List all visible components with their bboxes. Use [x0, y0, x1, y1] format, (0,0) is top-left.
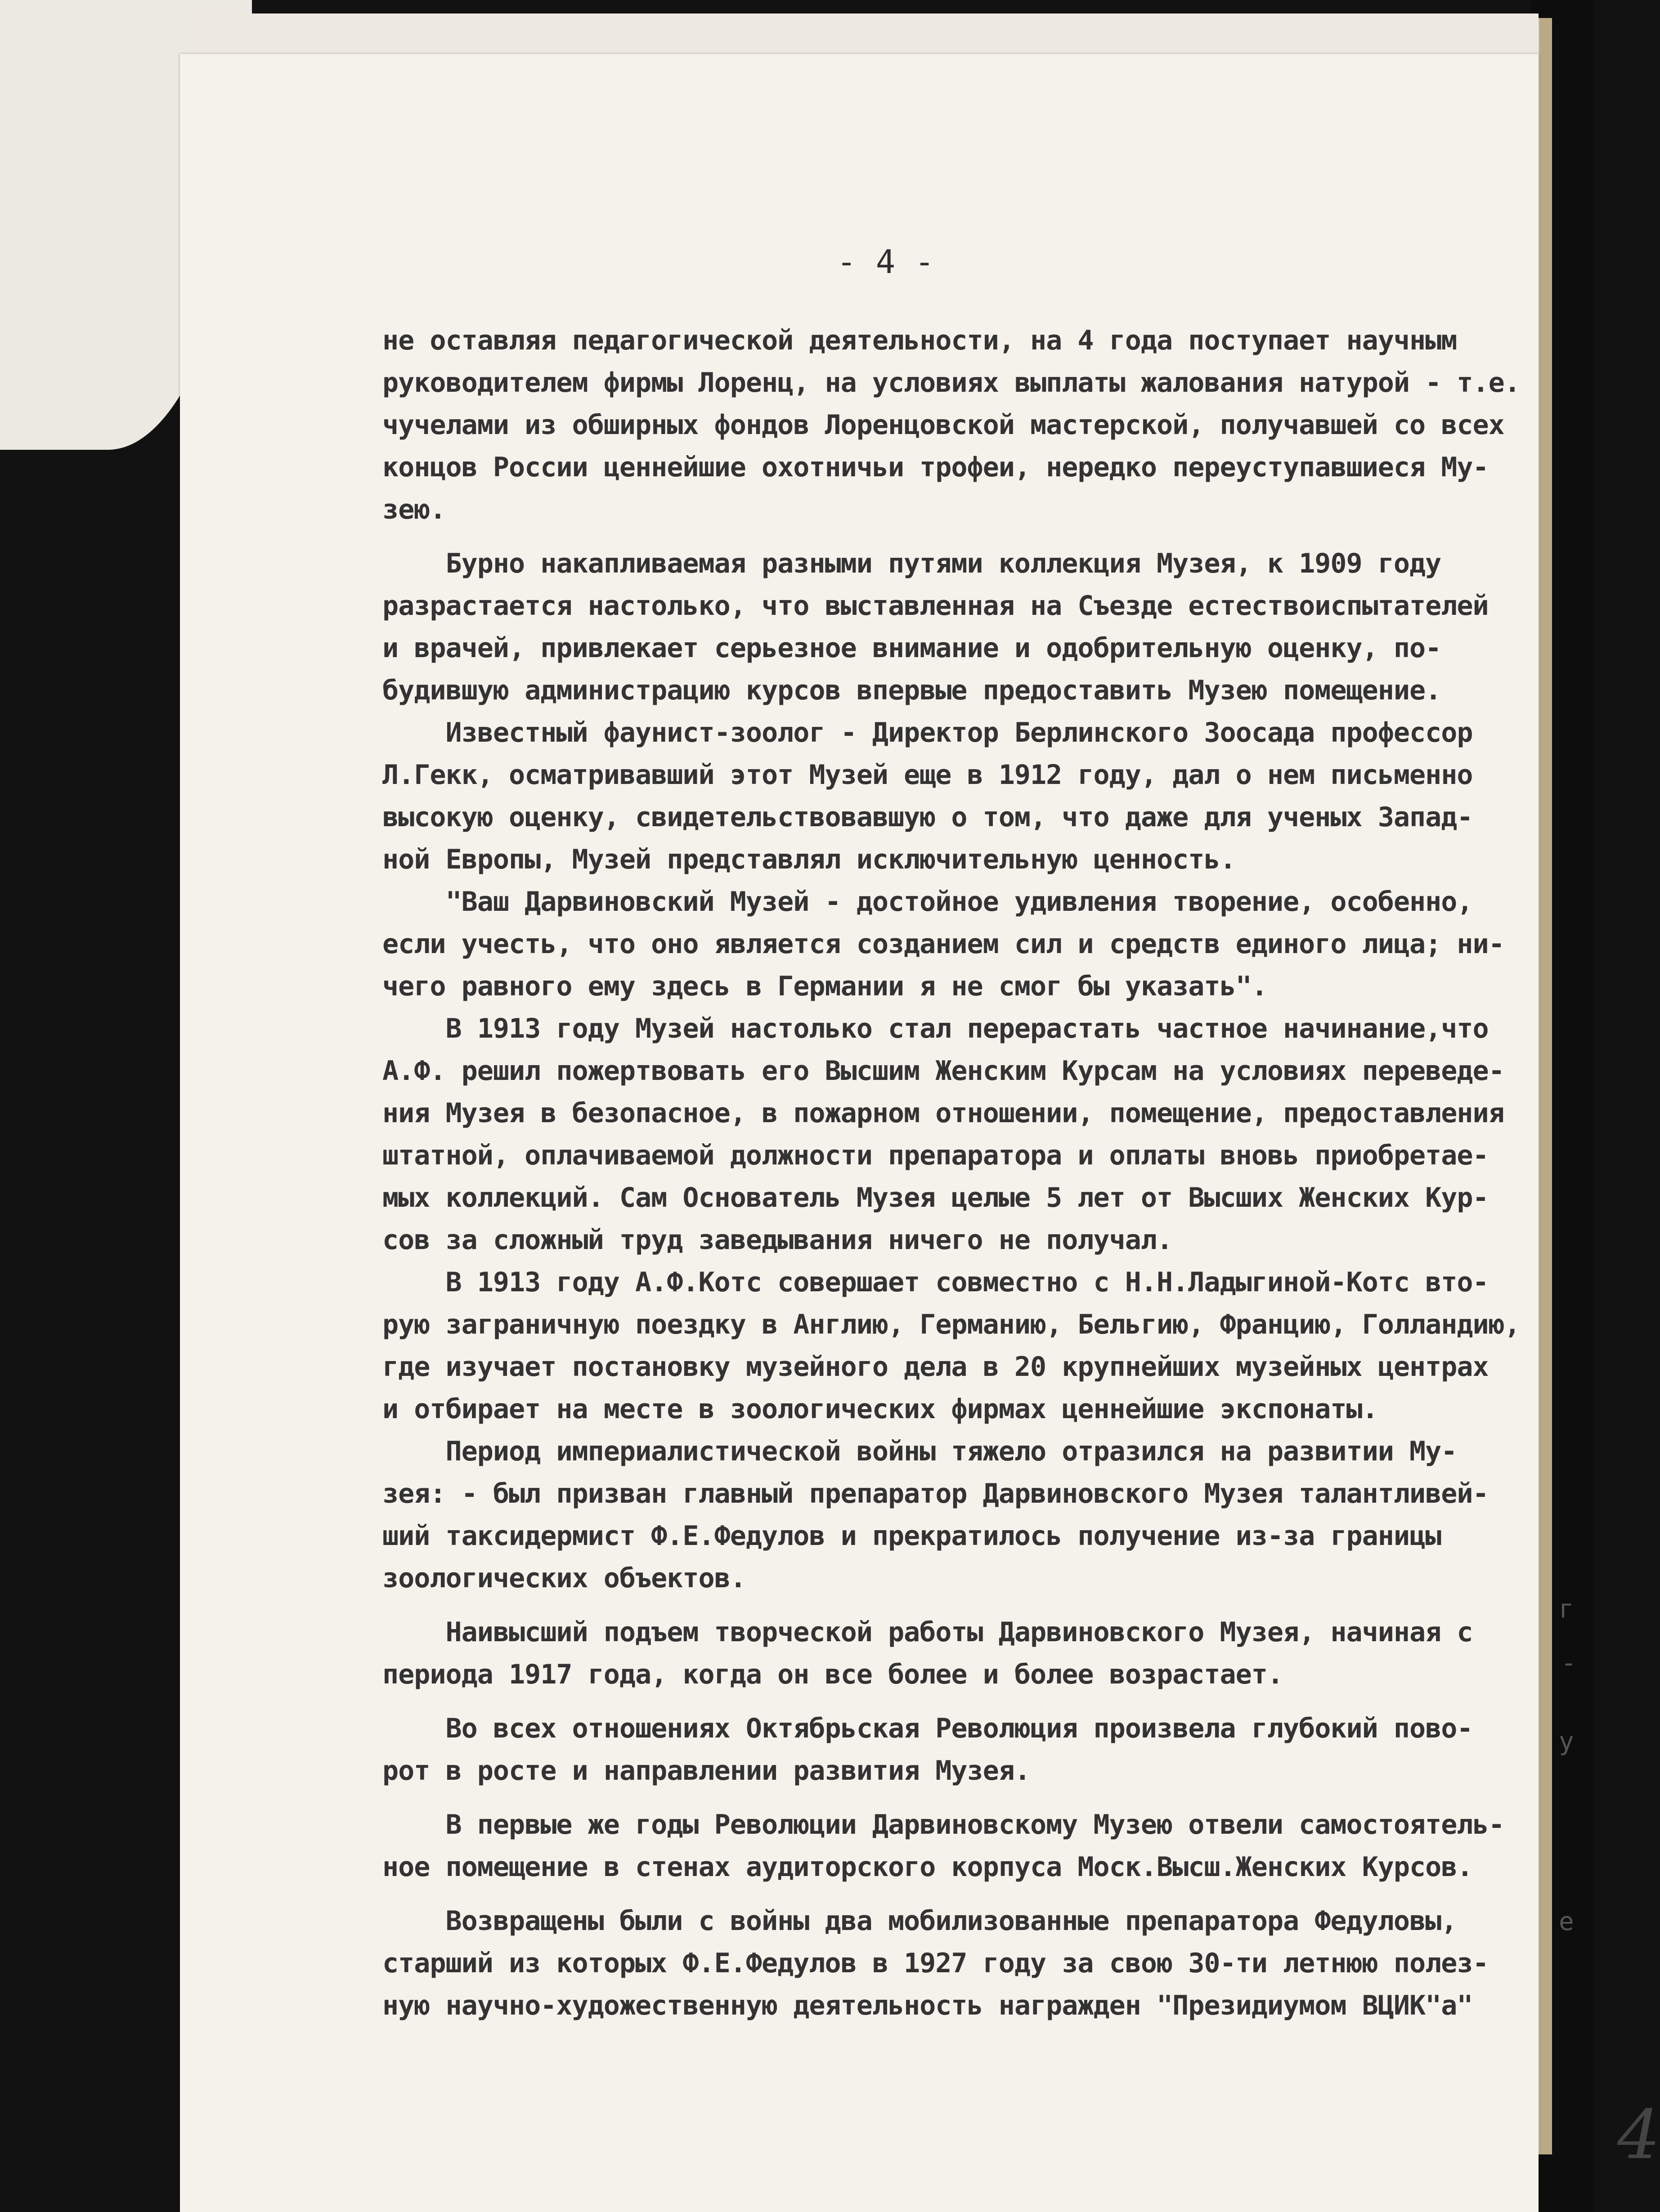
text-line: старший из которых Ф.Е.Федулов в 1927 году за свою 30-ти летнюю полез-: [382, 1948, 1489, 1979]
text-line: Наивысший подъем творческой работы Дарвиновского Музея, начиная с: [382, 1616, 1473, 1648]
line-gap: [382, 1792, 1642, 1804]
text-line: Период империалистической войны тяжело отразился на развитии Му-: [382, 1436, 1457, 1467]
text-line: разрастается настолько, что выставленная на Съезде естествоиспытателей: [382, 590, 1489, 622]
text-line: периода 1917 года, когда он все более и более возрастает.: [382, 1659, 1283, 1690]
text-line: Возвращены были с войны два мобилизованные препаратора Федуловы,: [382, 1905, 1457, 1937]
line-gap: [382, 1888, 1642, 1900]
text-line: ния Музея в безопасное, в пожарном отношении, помещение, предоставления: [382, 1097, 1504, 1129]
margin-letter: -: [1561, 1648, 1576, 1678]
text-line: зею.: [382, 494, 446, 525]
text-line: сов за сложный труд заведывания ничего не получал.: [382, 1224, 1173, 1256]
line-gap: [382, 1599, 1642, 1611]
text-line: руководителем фирмы Лоренц, на условиях выплаты жалования натурой - т.е.: [382, 367, 1520, 399]
text-line: чего равного ему здесь в Германии я не смог бы указать".: [382, 971, 1267, 1002]
text-line: штатной, оплачиваемой должности препаратора и оплаты вновь приобретае-: [382, 1140, 1489, 1171]
margin-letter: у: [1559, 1727, 1574, 1756]
text-line: "Ваш Дарвиновский Музей - достойное удивления творение, особенно,: [382, 886, 1473, 918]
text-line: если учесть, что оно является созданием сил и средств единого лица; ни-: [382, 928, 1504, 960]
text-line: чучелами из обширных фондов Лоренцовской мастерской, получавшей со всех: [382, 409, 1504, 441]
text-line: Во всех отношениях Октябрьская Революция произвела глубокий пово-: [382, 1713, 1473, 1744]
text-line: ший таксидермист Ф.Е.Федулов и прекратилось получение из-за границы: [382, 1520, 1441, 1552]
document-page: [180, 54, 1660, 2212]
line-gap: [382, 1696, 1642, 1707]
text-line: Известный фаунист-зоолог - Директор Берлинского Зоосада профессор: [382, 717, 1473, 748]
text-line: рот в росте и направлении развития Музея.: [382, 1755, 1031, 1787]
text-line: ное помещение в стенах аудиторского корпуса Моск.Высш.Женских Курсов.: [382, 1851, 1473, 1883]
text-line: рую заграничную поездку в Англию, Германию, Бельгию, Францию, Голландию,: [382, 1309, 1520, 1340]
text-line: не оставляя педагогической деятельности, на 4 года поступает научным: [382, 325, 1457, 356]
text-line: будившую администрацию курсов впервые предоставить Музею помещение.: [382, 675, 1441, 706]
text-line: зоологических объектов.: [382, 1563, 746, 1594]
text-line: Л.Гекк, осматривавший этот Музей еще в 1912 году, дал о нем письменно: [382, 759, 1473, 791]
text-line: ной Европы, Музей представлял исключительную ценность.: [382, 844, 1236, 875]
page-number: - 4 -: [837, 243, 934, 281]
text-line: ную научно-художественную деятельность награжден "Президиумом ВЦИК"а": [382, 1990, 1473, 2021]
margin-letter: г: [1559, 1594, 1574, 1624]
margin-letter: е: [1559, 1907, 1574, 1936]
handwritten-page-number: 4: [1617, 2096, 1660, 2174]
text-line: мых коллекций. Сам Основатель Музея целые 5 лет от Высших Женских Кур-: [382, 1182, 1489, 1213]
text-line: В 1913 году Музей настолько стал перерастать частное начинание,что: [382, 1013, 1489, 1044]
text-line: В первые же годы Революции Дарвиновскому Музею отвели самостоятель-: [382, 1809, 1504, 1840]
text-line: концов России ценнейшие охотничьи трофеи, нередко переуступавшиеся Му-: [382, 452, 1489, 483]
text-line: и отбирает на месте в зоологических фирмах ценнейшие экспонаты.: [382, 1393, 1378, 1425]
typewritten-text: [382, 319, 1642, 2027]
text-line: А.Ф. решил пожертвовать его Высшим Женским Курсам на условиях переведе-: [382, 1055, 1504, 1087]
text-line: Бурно накапливаемая разными путями коллекция Музея, к 1909 году: [382, 548, 1441, 579]
text-line: где изучает постановку музейного дела в 20 крупнейших музейных центрах: [382, 1351, 1489, 1383]
text-line: В 1913 году А.Ф.Котс совершает совместно с Н.Н.Ладыгиной-Котс вто-: [382, 1267, 1489, 1298]
text-line: зея: - был призван главный препаратор Дарвиновского Музея талантливей-: [382, 1478, 1489, 1509]
text-line: высокую оценку, свидетельствовавшую о том, что даже для ученых Запад-: [382, 802, 1473, 833]
text-line: и врачей, привлекает серьезное внимание и одобрительную оценку, по-: [382, 632, 1441, 664]
line-gap: [382, 531, 1642, 542]
